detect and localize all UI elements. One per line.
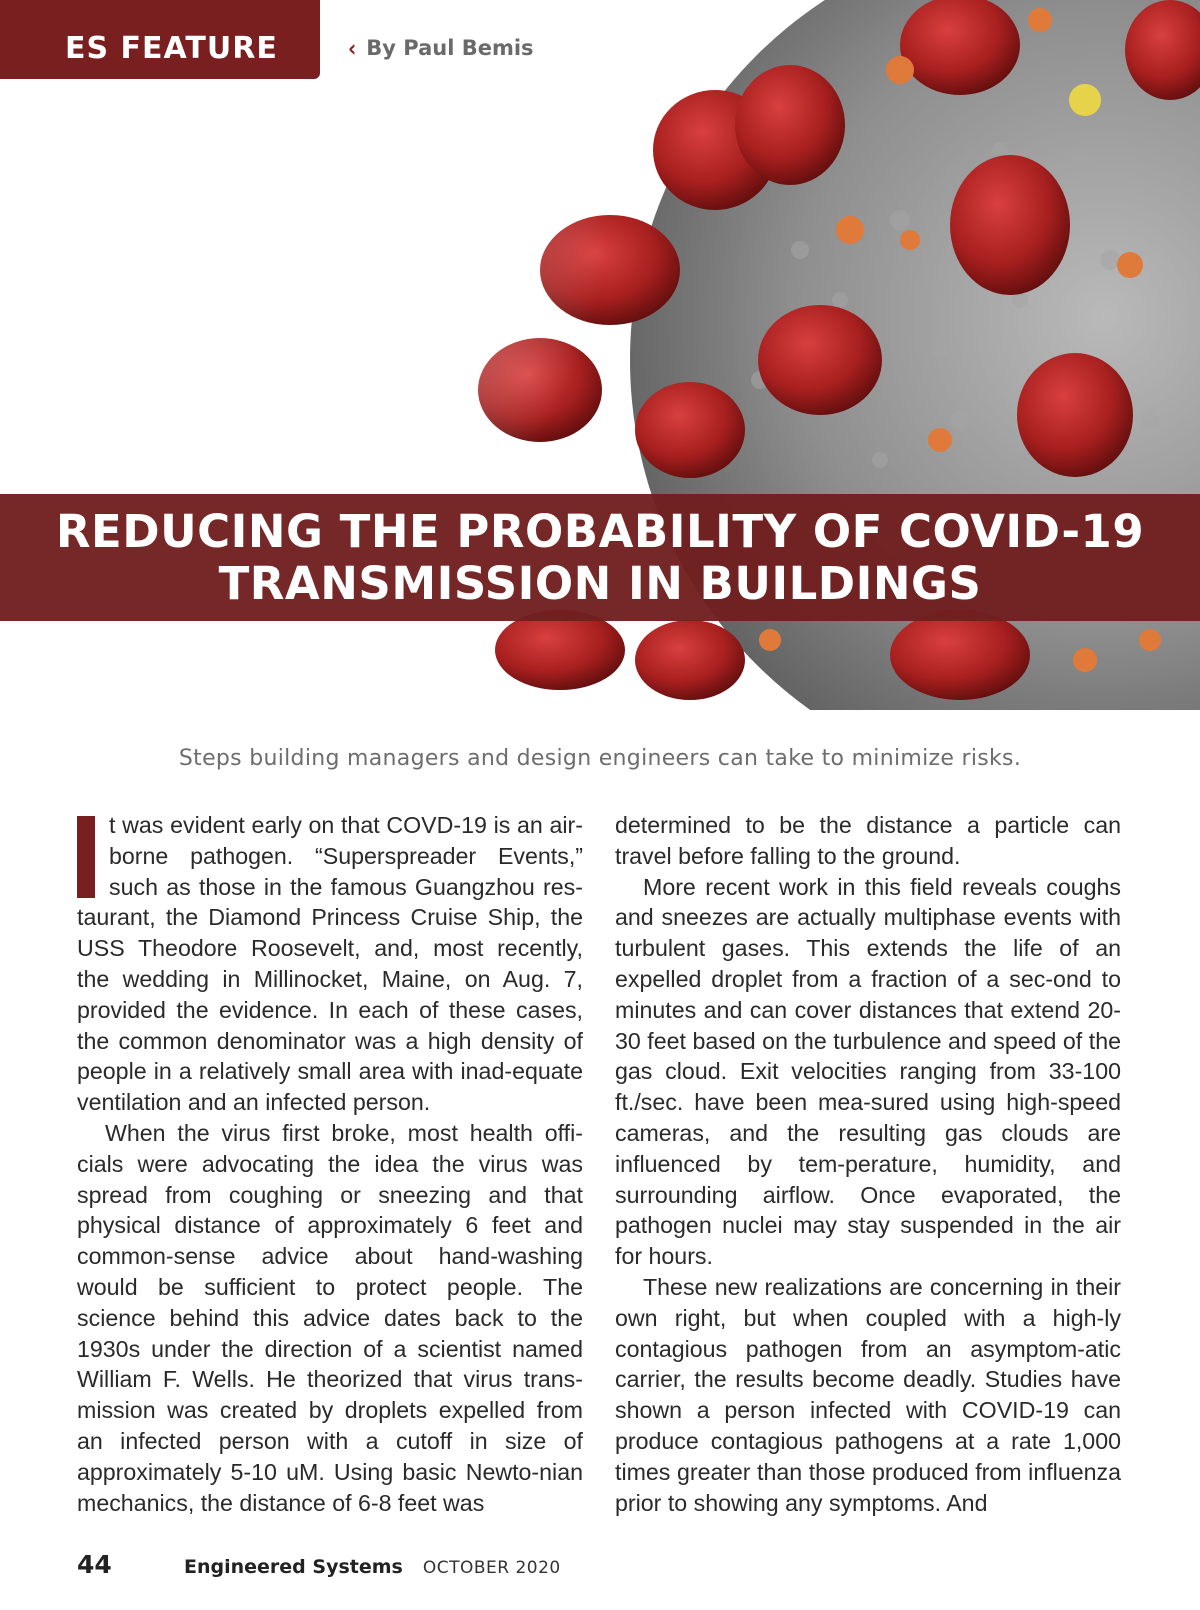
chevron-left-icon: ‹ bbox=[348, 33, 357, 63]
paragraph: More recent work in this field reveals coughs and sneezes are actually multiphase events with turbulent gases. This extends the life of an expelled droplet from a fraction of a sec-ond to minutes and can cover distances that extend 20-30 feet based on the turbulence and speed of the gas cloud. Exit velocities ranging from 33-100 ft./sec. have been mea-sured using high-speed cameras, and the resulting gas clouds are influenced by tem-perature, humidity, and surrounding airflow. Once evaporated, the pathogen nuclei may stay suspended in the air for hours. bbox=[615, 873, 1121, 1270]
left-column bbox=[77, 810, 583, 1518]
paragraph: When the virus first broke, most health offi-cials were advocating the idea the virus was spread from coughing or sneezing and that physical distance of approximately 6 feet and common-sense advice about hand-washing would be sufficient to protect people. The science behind this advice dates back to the 1930s under the direction of a scientist named William F. Wells. He theorized that virus trans-mission was created by droplets expelled from an infected person with a cutoff in size of approximately 5-10 uM. Using basic Newto-nian mechanics, the distance of 6-8 feet was bbox=[77, 1119, 583, 1516]
paragraph: These new realizations are concerning in their own right, but when coupled with a high-ly contagious pathogen from an asymptom-atic carrier, the results become deadly. Studies have shown a person infected with COVID-19 can produce contagious pathogens at a rate 1,000 times greater than those produced from influenza prior to showing any symptoms. And bbox=[615, 1273, 1121, 1516]
byline bbox=[348, 33, 534, 63]
page-number: 44 bbox=[77, 1550, 112, 1579]
right-column bbox=[615, 810, 1121, 1518]
magazine-name: Engineered Systems bbox=[184, 1556, 403, 1578]
paragraph: determined to be the distance a particle can travel before falling to the ground. bbox=[615, 812, 1121, 869]
author-name: By Paul Bemis bbox=[366, 36, 534, 60]
virus-yellow-particle bbox=[1069, 84, 1101, 116]
article-title-line-2: TRANSMISSION IN BUILDINGS bbox=[218, 556, 982, 610]
article-title-line-1: REDUCING THE PROBABILITY OF COVID-19 bbox=[55, 504, 1145, 558]
drop-cap: I bbox=[77, 816, 95, 898]
page-footer bbox=[77, 1550, 561, 1579]
issue-date: OCTOBER 2020 bbox=[422, 1558, 561, 1578]
section-label: ES FEATURE bbox=[0, 0, 320, 79]
title-band bbox=[0, 494, 1200, 621]
paragraph bbox=[77, 810, 583, 1118]
paragraph-text: t was evident early on that COVD-19 is an air-borne pathogen. “Superspreader Events,” such as those in the famous Guangzhou res-taurant, the Diamond Princess Cruise Ship, the USS Theodore Roosevelt, and, most recently, the wedding in Millinocket, Maine, on Aug. 7, provided the evidence. In each of these cases, the common denominator was a high density of people in a relatively small area with inad-equate ventilation and an infected person. bbox=[77, 812, 583, 1116]
article-deck: Steps building managers and design engineers can take to minimize risks. bbox=[178, 746, 1022, 771]
